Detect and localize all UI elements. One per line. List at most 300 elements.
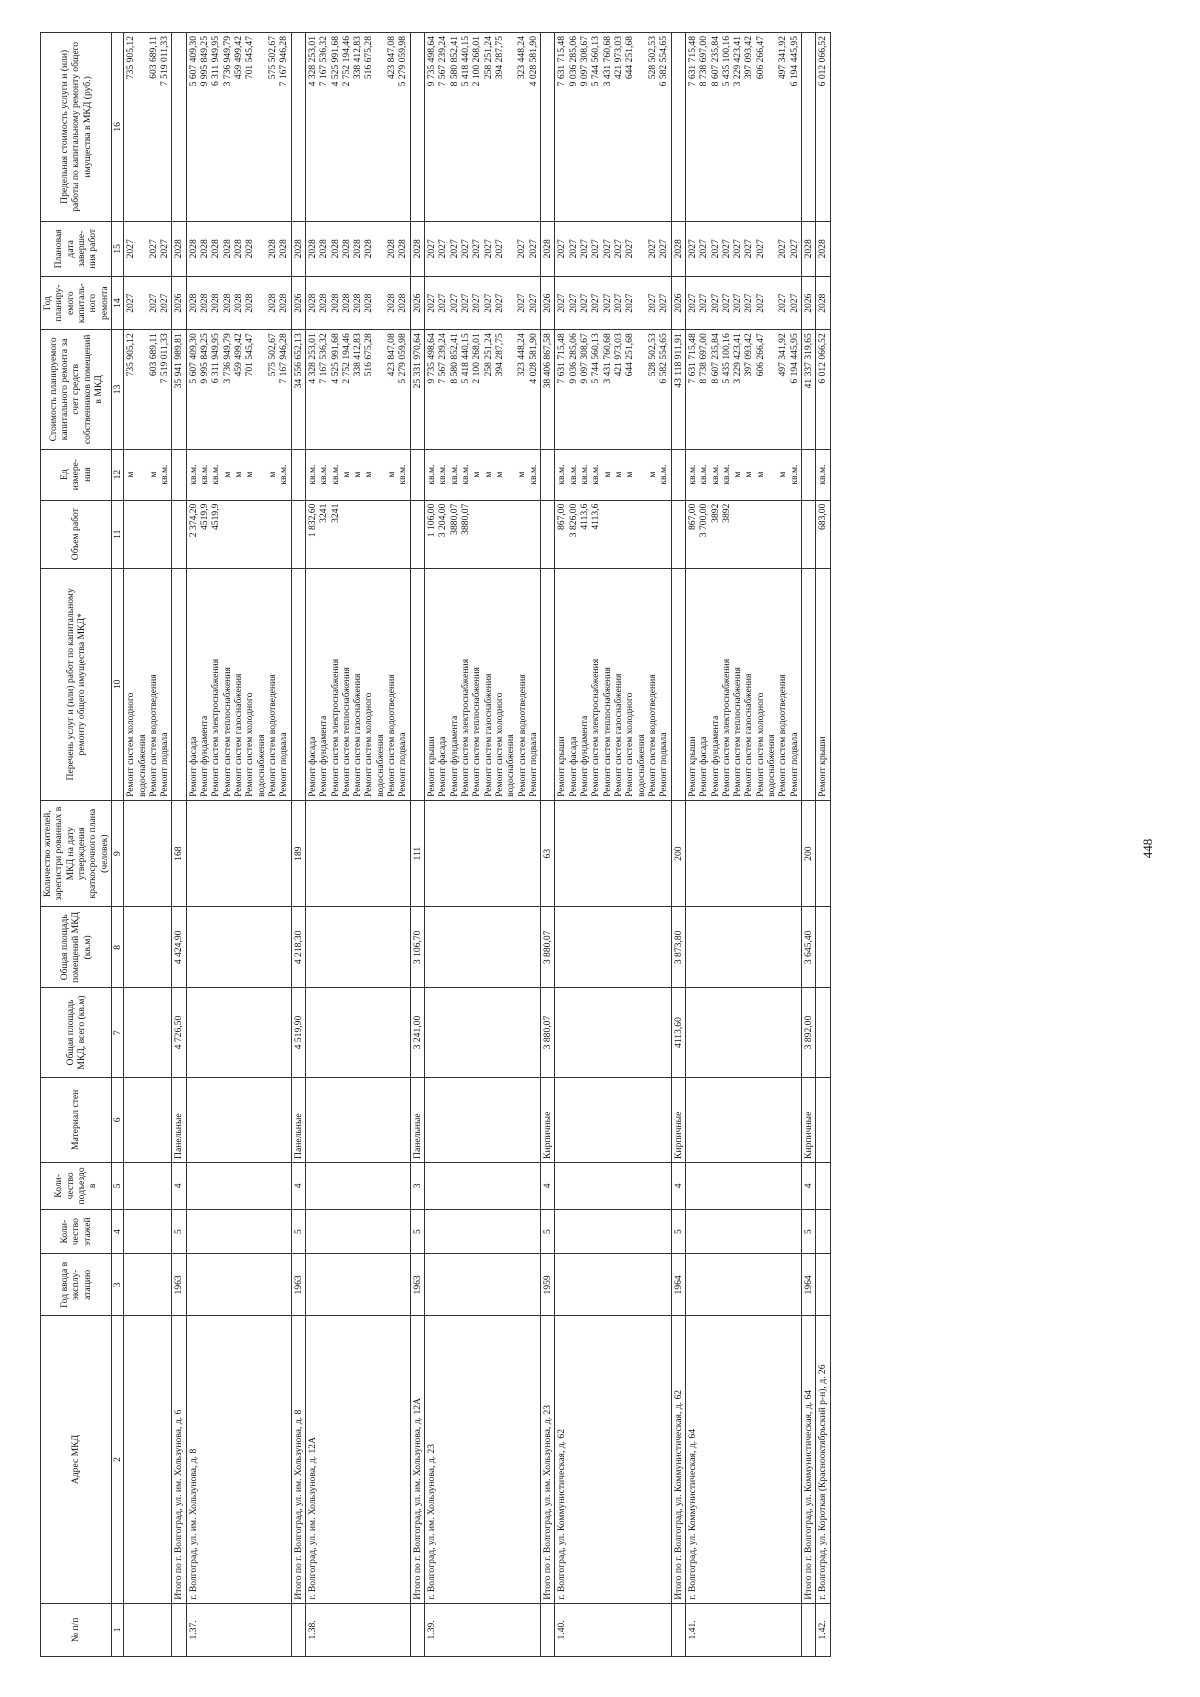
row-number: [541, 1603, 555, 1656]
cell-line: водоснабжения: [255, 734, 267, 797]
cost-cell: [305, 330, 410, 449]
cell-line: [375, 333, 386, 445]
cell-line: 3 431 760,68: [601, 36, 613, 87]
cell-line: м: [147, 471, 159, 478]
column-number-cell: 12: [111, 449, 123, 500]
cell-line: [803, 572, 814, 797]
cell-line: 3892: [720, 503, 732, 523]
cell-line: Ремонт систем электроснабжения: [459, 658, 471, 797]
cell-line: Ремонт систем электроснабжения: [210, 658, 222, 797]
cell-line: 2028: [233, 239, 244, 259]
cell-line: 497 341,92: [777, 333, 789, 377]
wall-material-cell: [305, 1077, 410, 1162]
cell-line: 2027: [613, 239, 624, 259]
cell-line: 323 448,24: [516, 36, 528, 80]
column-number-cell: 13: [111, 330, 123, 449]
cell-line: 459 499,42: [233, 36, 244, 80]
cell-line: 2027: [590, 239, 602, 259]
cell-line: 7 167 946,28: [278, 36, 290, 87]
cell-line: 394 287,75: [493, 36, 505, 80]
cell-line: 2027: [426, 239, 437, 259]
cell-line: [542, 572, 553, 797]
cell-line: 421 973,03: [613, 36, 624, 80]
row-number: 1.37.: [186, 1603, 291, 1656]
cell-line: 5 435 100,16: [720, 36, 732, 87]
cell-line: [673, 36, 684, 218]
cell-line: [803, 504, 814, 565]
cell-line: Ремонт систем газоснабжения: [613, 673, 624, 797]
cell-line: 3 736 949,79: [221, 333, 233, 384]
header-cell: Коли-чество этажей: [41, 1209, 112, 1254]
row-number: 1.41.: [685, 1603, 801, 1656]
wall-material-cell: Кирпичные: [802, 1077, 816, 1162]
row-number: [671, 1603, 685, 1656]
cell-line: 575 502,67: [266, 333, 278, 377]
address-cell: Итого по г. Волгоград, ул. Коммунистическая, д. 64: [802, 1316, 816, 1604]
total-area-cell: [555, 988, 671, 1077]
cell-line: [528, 504, 539, 565]
cell-line: 6 582 554,65: [658, 36, 670, 87]
cell-line: 2 100 268,01: [471, 333, 483, 384]
cell-line: 2028: [199, 293, 211, 313]
cell-line: м: [386, 471, 398, 478]
cell-line: 528 502,53: [646, 333, 658, 377]
cell-line: водоснабжения: [635, 734, 647, 797]
row-number: [172, 1603, 186, 1656]
limit-cost-cell: [671, 33, 685, 222]
cell-line: Ремонт подвала: [658, 732, 670, 797]
cell-line: 5 744 560,13: [590, 36, 602, 87]
cell-line: Ремонт фасада: [187, 736, 199, 797]
cell-line: 2028: [397, 293, 409, 313]
cell-line: 2028: [352, 239, 364, 259]
cell-line: 2028: [340, 293, 352, 313]
cell-line: 2027: [426, 293, 437, 313]
cell-line: 2027: [159, 293, 171, 313]
cell-line: [137, 453, 148, 497]
year-built-cell: [555, 1254, 671, 1316]
cell-line: 6 012 066,52: [817, 333, 829, 384]
limit-cost-cell: [685, 33, 801, 222]
end-date-cell: [172, 221, 186, 276]
cell-line: 2027: [471, 239, 483, 259]
year-built-cell: 1964: [802, 1254, 816, 1316]
cell-line: Ремонт систем холодного: [624, 692, 636, 797]
works-list-cell: [555, 568, 671, 800]
total-row: [802, 33, 816, 1657]
total-area-cell: [816, 988, 830, 1077]
cell-line: 2027: [698, 239, 710, 259]
cell-line: 4 028 581,90: [527, 333, 539, 384]
cell-line: 2028: [386, 239, 398, 259]
cell-line: м: [266, 471, 278, 478]
floors-cell: 5: [802, 1209, 816, 1254]
cell-line: 2028: [266, 293, 278, 313]
cell-line: 7 167 946,28: [278, 333, 290, 384]
cell-line: Ремонт систем газоснабжения: [482, 673, 494, 797]
cell-line: Ремонт фундамента: [448, 715, 460, 797]
plan-year-cell: [685, 277, 801, 330]
cell-line: 2028: [187, 239, 199, 259]
cell-line: [173, 453, 184, 497]
cell-line: 867,00: [686, 503, 698, 531]
address-cell: г. Волгоград, ул. Короткая (Краснооктябрьский р-н), д. 26: [816, 1316, 830, 1604]
volume-cell: [425, 500, 541, 568]
cell-line: 2026: [173, 293, 185, 313]
cell-line: м: [363, 471, 375, 478]
cell-line: 2028: [199, 239, 211, 259]
cell-line: [375, 225, 386, 273]
header-cell: Стоимость планируемого капитального ремонта за счет средств собственников помещений в МКД: [41, 330, 112, 449]
cell-line: 7 631 715,48: [556, 333, 568, 384]
cell-line: Ремонт подвала: [278, 732, 290, 797]
cell-line: 867,00: [556, 503, 568, 531]
cell-line: 2027: [125, 239, 137, 259]
cell-line: [602, 504, 613, 565]
row-number: 1.39.: [425, 1603, 541, 1656]
cell-line: Ремонт систем электроснабжения: [590, 658, 602, 797]
rooms-area-cell: 3 645,40: [802, 907, 816, 988]
cell-line: 423 847,08: [386, 333, 398, 377]
cell-line: кв.м.: [278, 464, 290, 485]
wall-material-cell: Панельные: [291, 1077, 305, 1162]
cell-line: 8 738 697,00: [698, 333, 710, 384]
works-list-cell: [172, 568, 186, 800]
cell-line: 4 028 581,90: [527, 36, 539, 87]
wall-material-cell: [186, 1077, 291, 1162]
cell-line: 8 607 235,84: [709, 36, 721, 87]
year-built-cell: [124, 1254, 172, 1316]
cell-line: Ремонт фасада: [567, 736, 579, 797]
rooms-area-cell: 3 873,80: [671, 907, 685, 988]
cost-cell: [172, 330, 186, 449]
cell-line: 2027: [743, 239, 755, 259]
address-cell: г. Волгоград, ул. им. Хользунова, д. 8: [186, 1316, 291, 1604]
entrances-cell: 4: [671, 1162, 685, 1209]
cell-line: 2028: [817, 239, 829, 259]
cell-line: 6 194 445,95: [788, 36, 800, 87]
cell-line: 2028: [411, 239, 423, 259]
cell-line: 2027: [754, 239, 766, 259]
cell-line: 2027: [709, 293, 721, 313]
cell-line: 3 826,00: [567, 503, 579, 538]
cell-line: м: [777, 471, 789, 478]
limit-cost-cell: [425, 33, 541, 222]
unit-cell: [305, 449, 410, 500]
cell-line: [636, 453, 647, 497]
cell-line: [505, 280, 516, 326]
cell-line: 603 689,11: [147, 333, 159, 377]
cell-line: [256, 333, 267, 445]
total-area-cell: 3 241,00: [410, 988, 424, 1077]
wall-material-cell: [685, 1077, 801, 1162]
cell-line: [137, 225, 148, 273]
cell-line: 2027: [720, 239, 732, 259]
end-date-cell: [410, 221, 424, 276]
year-built-cell: [186, 1254, 291, 1316]
cell-line: 2027: [516, 239, 528, 259]
end-date-cell: [671, 221, 685, 276]
cell-line: 528 502,53: [646, 36, 658, 80]
cell-line: [766, 333, 777, 445]
cell-line: 9 735 498,64: [426, 36, 437, 87]
works-list-cell: [410, 568, 424, 800]
limit-cost-cell: [555, 33, 671, 222]
total-area-cell: [305, 988, 410, 1077]
cell-line: [766, 280, 777, 326]
total-area-cell: [425, 988, 541, 1077]
cell-line: 5 744 560,13: [590, 333, 602, 384]
cell-line: 2027: [613, 293, 624, 313]
cell-line: [494, 504, 505, 565]
cell-line: Ремонт систем холодного: [125, 692, 137, 797]
unit-cell: [291, 449, 305, 500]
limit-cost-cell: [172, 33, 186, 222]
cost-cell: [124, 330, 172, 449]
works-list-cell: [425, 568, 541, 800]
cell-line: 7 519 011,33: [159, 36, 171, 87]
header-cell: Адрес МКД: [41, 1316, 112, 1604]
cell-line: 2027: [743, 293, 755, 313]
entrances-cell: [425, 1162, 541, 1209]
wall-material-cell: Кирпичные: [541, 1077, 555, 1162]
cell-line: Ремонт фундамента: [709, 715, 721, 797]
table-row: [555, 33, 671, 1657]
residents-cell: 168: [172, 800, 186, 906]
cell-line: 7 567 239,24: [437, 36, 449, 87]
cell-line: [766, 36, 777, 218]
residents-cell: 63: [541, 800, 555, 906]
cell-line: 5 418 440,15: [459, 36, 471, 87]
floors-cell: [555, 1209, 671, 1254]
residents-cell: [186, 800, 291, 906]
residents-cell: [555, 800, 671, 906]
cell-line: 2027: [471, 293, 483, 313]
cell-line: 735 905,12: [125, 36, 137, 80]
cell-line: м: [601, 471, 613, 478]
header-cell: Общая площадь МКД, всего (кв.м): [41, 988, 112, 1077]
cell-line: 2027: [788, 239, 800, 259]
entrances-cell: [685, 1162, 801, 1209]
cell-line: 2028: [386, 293, 398, 313]
address-cell: г. Волгоград, ул. Коммунистическая, д. 62: [555, 1316, 671, 1604]
cell-line: 3 204,00: [437, 503, 449, 538]
cell-line: 423 847,08: [386, 36, 398, 80]
total-area-cell: 3 892,00: [802, 988, 816, 1077]
volume-cell: [305, 500, 410, 568]
entrances-cell: [305, 1162, 410, 1209]
cell-line: 516 675,28: [363, 36, 375, 80]
cell-line: [148, 504, 159, 565]
cell-line: Ремонт систем водоотведения: [777, 674, 789, 797]
cell-line: 34 556 652,13: [292, 333, 304, 389]
table-row: [186, 33, 291, 1657]
cell-line: 2027: [754, 293, 766, 313]
cell-line: [624, 504, 635, 565]
cell-line: 2027: [147, 239, 159, 259]
cell-line: 2028: [292, 239, 304, 259]
cell-line: [471, 504, 482, 565]
cell-line: 4 525 991,68: [329, 36, 341, 87]
cell-line: 2027: [527, 293, 539, 313]
unit-cell: [410, 449, 424, 500]
address-cell: Итого по г. Волгоград, ул. им. Хользунова, д. 12А: [410, 1316, 424, 1604]
cell-line: 7 631 715,48: [556, 36, 568, 87]
cell-line: водоснабжения: [136, 734, 148, 797]
total-row: [172, 33, 186, 1657]
cell-line: 5 279 059,98: [397, 36, 409, 87]
cell-line: 606 266,47: [754, 333, 766, 377]
cell-line: 7 567 239,24: [437, 333, 449, 384]
cell-line: м: [624, 471, 636, 478]
cell-line: [777, 504, 788, 565]
cell-line: 2028: [266, 239, 278, 259]
end-date-cell: [541, 221, 555, 276]
residents-cell: [124, 800, 172, 906]
cell-line: 2027: [437, 293, 449, 313]
cell-line: Ремонт систем водоотведения: [386, 674, 398, 797]
cell-line: Ремонт систем теплоснабжения: [471, 667, 483, 797]
cell-line: м: [221, 471, 233, 478]
cell-line: 4 525 991,68: [329, 333, 341, 384]
cell-line: [636, 504, 647, 565]
cell-line: 2027: [159, 239, 171, 259]
header-cell: Объем работ: [41, 500, 112, 568]
unit-cell: [124, 449, 172, 500]
rooms-area-cell: [685, 907, 801, 988]
cell-line: 2027: [556, 239, 568, 259]
cell-line: кв.м.: [159, 464, 171, 485]
column-number-cell: 10: [111, 568, 123, 800]
cell-line: 459 499,42: [233, 333, 244, 377]
cell-line: Ремонт крыши: [556, 736, 568, 797]
cell-line: м: [233, 471, 244, 478]
cell-line: [412, 36, 423, 218]
plan-year-cell: [410, 277, 424, 330]
cell-line: 2028: [210, 239, 222, 259]
cell-line: [159, 504, 170, 565]
cell-line: 2027: [482, 293, 494, 313]
page-number: 448: [1140, 838, 1155, 859]
cell-line: 2027: [527, 239, 539, 259]
cell-line: Ремонт фундамента: [579, 715, 591, 797]
end-date-cell: [291, 221, 305, 276]
table-body: [124, 33, 830, 1657]
cell-line: 2027: [579, 239, 591, 259]
volume-cell: [291, 500, 305, 568]
cell-line: Ремонт крыши: [817, 736, 829, 797]
cell-line: 2028: [221, 239, 233, 259]
cell-line: 2026: [292, 293, 304, 313]
cell-line: Ремонт систем газоснабжения: [743, 673, 755, 797]
total-row: [671, 33, 685, 1657]
cell-line: [256, 504, 267, 565]
row-number: [124, 1603, 172, 1656]
cost-cell: [541, 330, 555, 449]
cell-line: кв.м.: [527, 464, 539, 485]
cell-line: 2027: [777, 239, 789, 259]
cell-line: Ремонт систем электроснабжения: [329, 658, 341, 797]
wall-material-cell: [816, 1077, 830, 1162]
cell-line: 2027: [698, 293, 710, 313]
cell-line: Ремонт подвала: [788, 732, 800, 797]
cell-line: [137, 333, 148, 445]
rooms-area-cell: [124, 907, 172, 988]
floors-cell: [305, 1209, 410, 1254]
cost-cell: [410, 330, 424, 449]
cell-line: 2028: [221, 293, 233, 313]
cell-line: [766, 225, 777, 273]
rooms-area-cell: [555, 907, 671, 988]
cell-line: 1 832,60: [306, 503, 318, 538]
plan-year-cell: [172, 277, 186, 330]
cell-line: [386, 504, 397, 565]
cell-line: 9 036 285,06: [567, 333, 579, 384]
address-cell: Итого по г. Волгоград, ул. им. Хользунова, д. 23: [541, 1316, 555, 1604]
cell-line: кв.м.: [329, 464, 341, 485]
cell-line: 2028: [397, 239, 409, 259]
cell-line: Ремонт систем холодного: [363, 692, 375, 797]
plan-year-cell: [816, 277, 830, 330]
unit-cell: [802, 449, 816, 500]
cell-line: м: [732, 471, 744, 478]
entrances-cell: 4: [291, 1162, 305, 1209]
cell-line: 7 519 011,33: [159, 333, 171, 384]
cell-line: [483, 504, 494, 565]
cell-line: [341, 504, 352, 565]
cell-line: Ремонт фасада: [306, 736, 318, 797]
cell-line: 8 738 697,00: [698, 36, 710, 87]
cell-line: Ремонт крыши: [686, 736, 698, 797]
unit-cell: [541, 449, 555, 500]
cell-line: [803, 36, 814, 218]
cell-line: [636, 280, 647, 326]
works-list-cell: [305, 568, 410, 800]
total-area-cell: 4113,60: [671, 988, 685, 1077]
table-row: [425, 33, 541, 1657]
cell-line: водоснабжения: [505, 734, 517, 797]
total-area-cell: 4 726,50: [172, 988, 186, 1077]
end-date-cell: [555, 221, 671, 276]
cost-cell: [555, 330, 671, 449]
limit-cost-cell: [124, 33, 172, 222]
floors-cell: 5: [671, 1209, 685, 1254]
cell-line: [293, 572, 304, 797]
cell-line: [375, 280, 386, 326]
cell-line: 2027: [709, 239, 721, 259]
cell-line: 4113,6: [590, 503, 602, 530]
cell-line: [375, 504, 386, 565]
end-date-cell: [124, 221, 172, 276]
cell-line: 2028: [306, 293, 318, 313]
cell-line: кв.м.: [556, 464, 568, 485]
cell-line: Ремонт систем электроснабжения: [720, 658, 732, 797]
cell-line: [267, 504, 278, 565]
plan-year-cell: [186, 277, 291, 330]
rooms-area-cell: [425, 907, 541, 988]
cell-line: 2027: [493, 239, 505, 259]
address-cell: г. Волгоград, ул. им. Хользунова, д. 12А: [305, 1316, 410, 1604]
cell-line: 603 689,11: [147, 36, 159, 79]
cell-line: м: [471, 471, 483, 478]
total-area-cell: [186, 988, 291, 1077]
unit-cell: [685, 449, 801, 500]
cell-line: Ремонт систем теплоснабжения: [601, 667, 613, 797]
cell-line: [755, 504, 766, 565]
cell-line: кв.м.: [579, 464, 591, 485]
cell-line: кв.м.: [318, 464, 330, 485]
cell-line: 2026: [542, 293, 554, 313]
